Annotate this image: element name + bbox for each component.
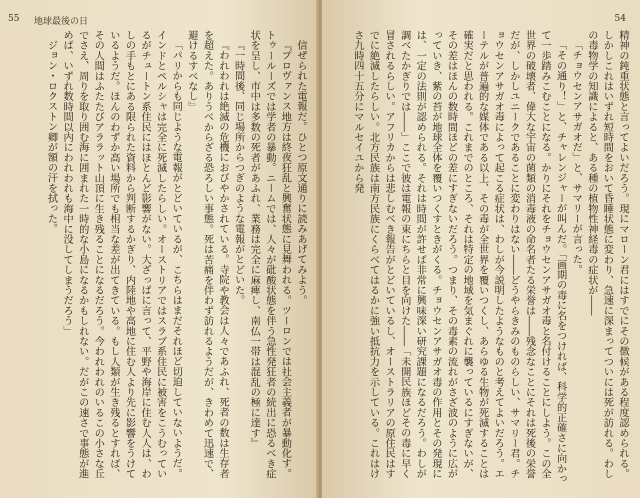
right-page-number: 54 — [614, 14, 626, 24]
right-page — [322, 0, 640, 498]
left-paragraph-6: ジョン・ロクストン卿が額の汗を拭った。 — [45, 40, 57, 234]
right-paragraph-1: 精神の鈍重状態と言ってよいだろう。現にマローン君にはすでにその徴候がある程度認められる。しかしこれはいずれ短時間をおいて昏睡状態に変わり、急速に深まってついには死が訪れる。わしの毒物学の知識によると、ある種の植物性神経毒の症状が―― — [585, 30, 628, 479]
right-page-text — [330, 30, 630, 486]
left-page-text — [10, 30, 308, 486]
left-paragraph-4: 『われわれは絶滅の危機におびやかされている。寺院や教会は人々であふれ、死者の数は生存者を超えた。ありうべからざる恐ろしい事態。死は苦痛を伴わず訪れるようだが、きわめて迅速で、避けるすべなし』 — [185, 30, 229, 479]
running-title: 地球最後の日 — [34, 17, 89, 27]
right-paragraph-3: 「その通り！」と、チャレンジャーが叫んだ。「画期の毒に名をつければ、科学的正確さに向かって一歩踏みこむことになる。かりにそれをチョウセンアサガオ毒と名付けることにしよう。この全世界の破壊者、偉大な宇宙の菌類の消毒液の命名者たる栄誉は――残念なことにそれは死後の栄誉だが、しかしユニークであることに変わりはない――どうやらきみのものらしい、サマリー君。チョウセンアサガオ毒によって起こる症状は、わしが今説明したようなものと考えてよいだろう。エーテルが普遍的な媒体である以上、その毒が全世界を覆いつくし、あらゆる生物が死滅することは確実だと思われる。これまでのところ、それは特定の地域を気まぐれに襲っているにすぎないが、その差はほんの数時間ほどの差にすぎないだろう。つまり、その毒素の流れがさざ波のように広がっていき、紫の苔が地球全体を覆いつくすときがくる。チョウセンアサガオ毒の作用とその発現には、一定の法則が認められる。それは時間が許せば非常に興味深い研究課題になるだろう。わしが調べたかぎりでは――」ここで彼は電報の束にちらと目を向けた――「未開民族ほどその毒に早く冒されるらしい。アフリカからは悲しむべき報告がとどいているし、オーストラリアの原住民はすでに絶滅したらしい。北方民族は南方民族にくらべてはるかに強い抵抗力を示している。これはけさ九時四十五分にマルセイユから発 — [351, 30, 566, 484]
left-page-number: 55 — [8, 14, 20, 24]
left-paragraph-3: 『一時間後、同じ場所からつぎのような電報がとどいた。 — [232, 40, 244, 306]
left-paragraph-1: 信ぜられた電報だ。ひとつ原文通りに読みあげてみよう。 — [295, 40, 306, 306]
right-paragraph-2: 「チョウセンアサガオだ」と、サマリーが言った。 — [570, 40, 582, 275]
left-paragraph-2: 『プロヴァンス地方は終夜狂乱と興奮状態に見舞われる。ツーロンでは社会主義者が暴動化す。トゥールーズでは学者の暴動。ニームでは、人々が砒酸状態を伴う急性発狂者の続出に恐るべき症状を呈し、市中は多数の死者があふれ、業務は完全に麻痺し、南仏一帯は混乱の極に達す』 — [248, 30, 291, 479]
left-paragraph-5: 「パリからも同じような電報がとどいているが、こちらはまだそれほど切迫していないようだ。インドとペルシャは完全に死滅したらしい。オーストリアではスラブ系住民に被害をこうむっているがチュートン系住民にはほとんど影響がない。大ざっぱに言って、平野や海岸に住む人人は、わしの手もとにある限られた資料から判断するかぎり、内陸地や高地に住む人より先に影響をうけているようだ。ほんのわずか高い場所でも相当な差が出てきている。もし人類が生き残るとすれば、その人間はふたたびアララット山頂に生き残ることになるだろう。今われわれのいるこの小さな丘でさえ、周りを取り囲む海に囲まれた一時的な小島になるかもしれない。だがこの速さで事態が進めば、いずれ数時間以内にわれわれも海中に没してしまうだろう」 — [61, 30, 182, 479]
left-page — [0, 0, 318, 498]
